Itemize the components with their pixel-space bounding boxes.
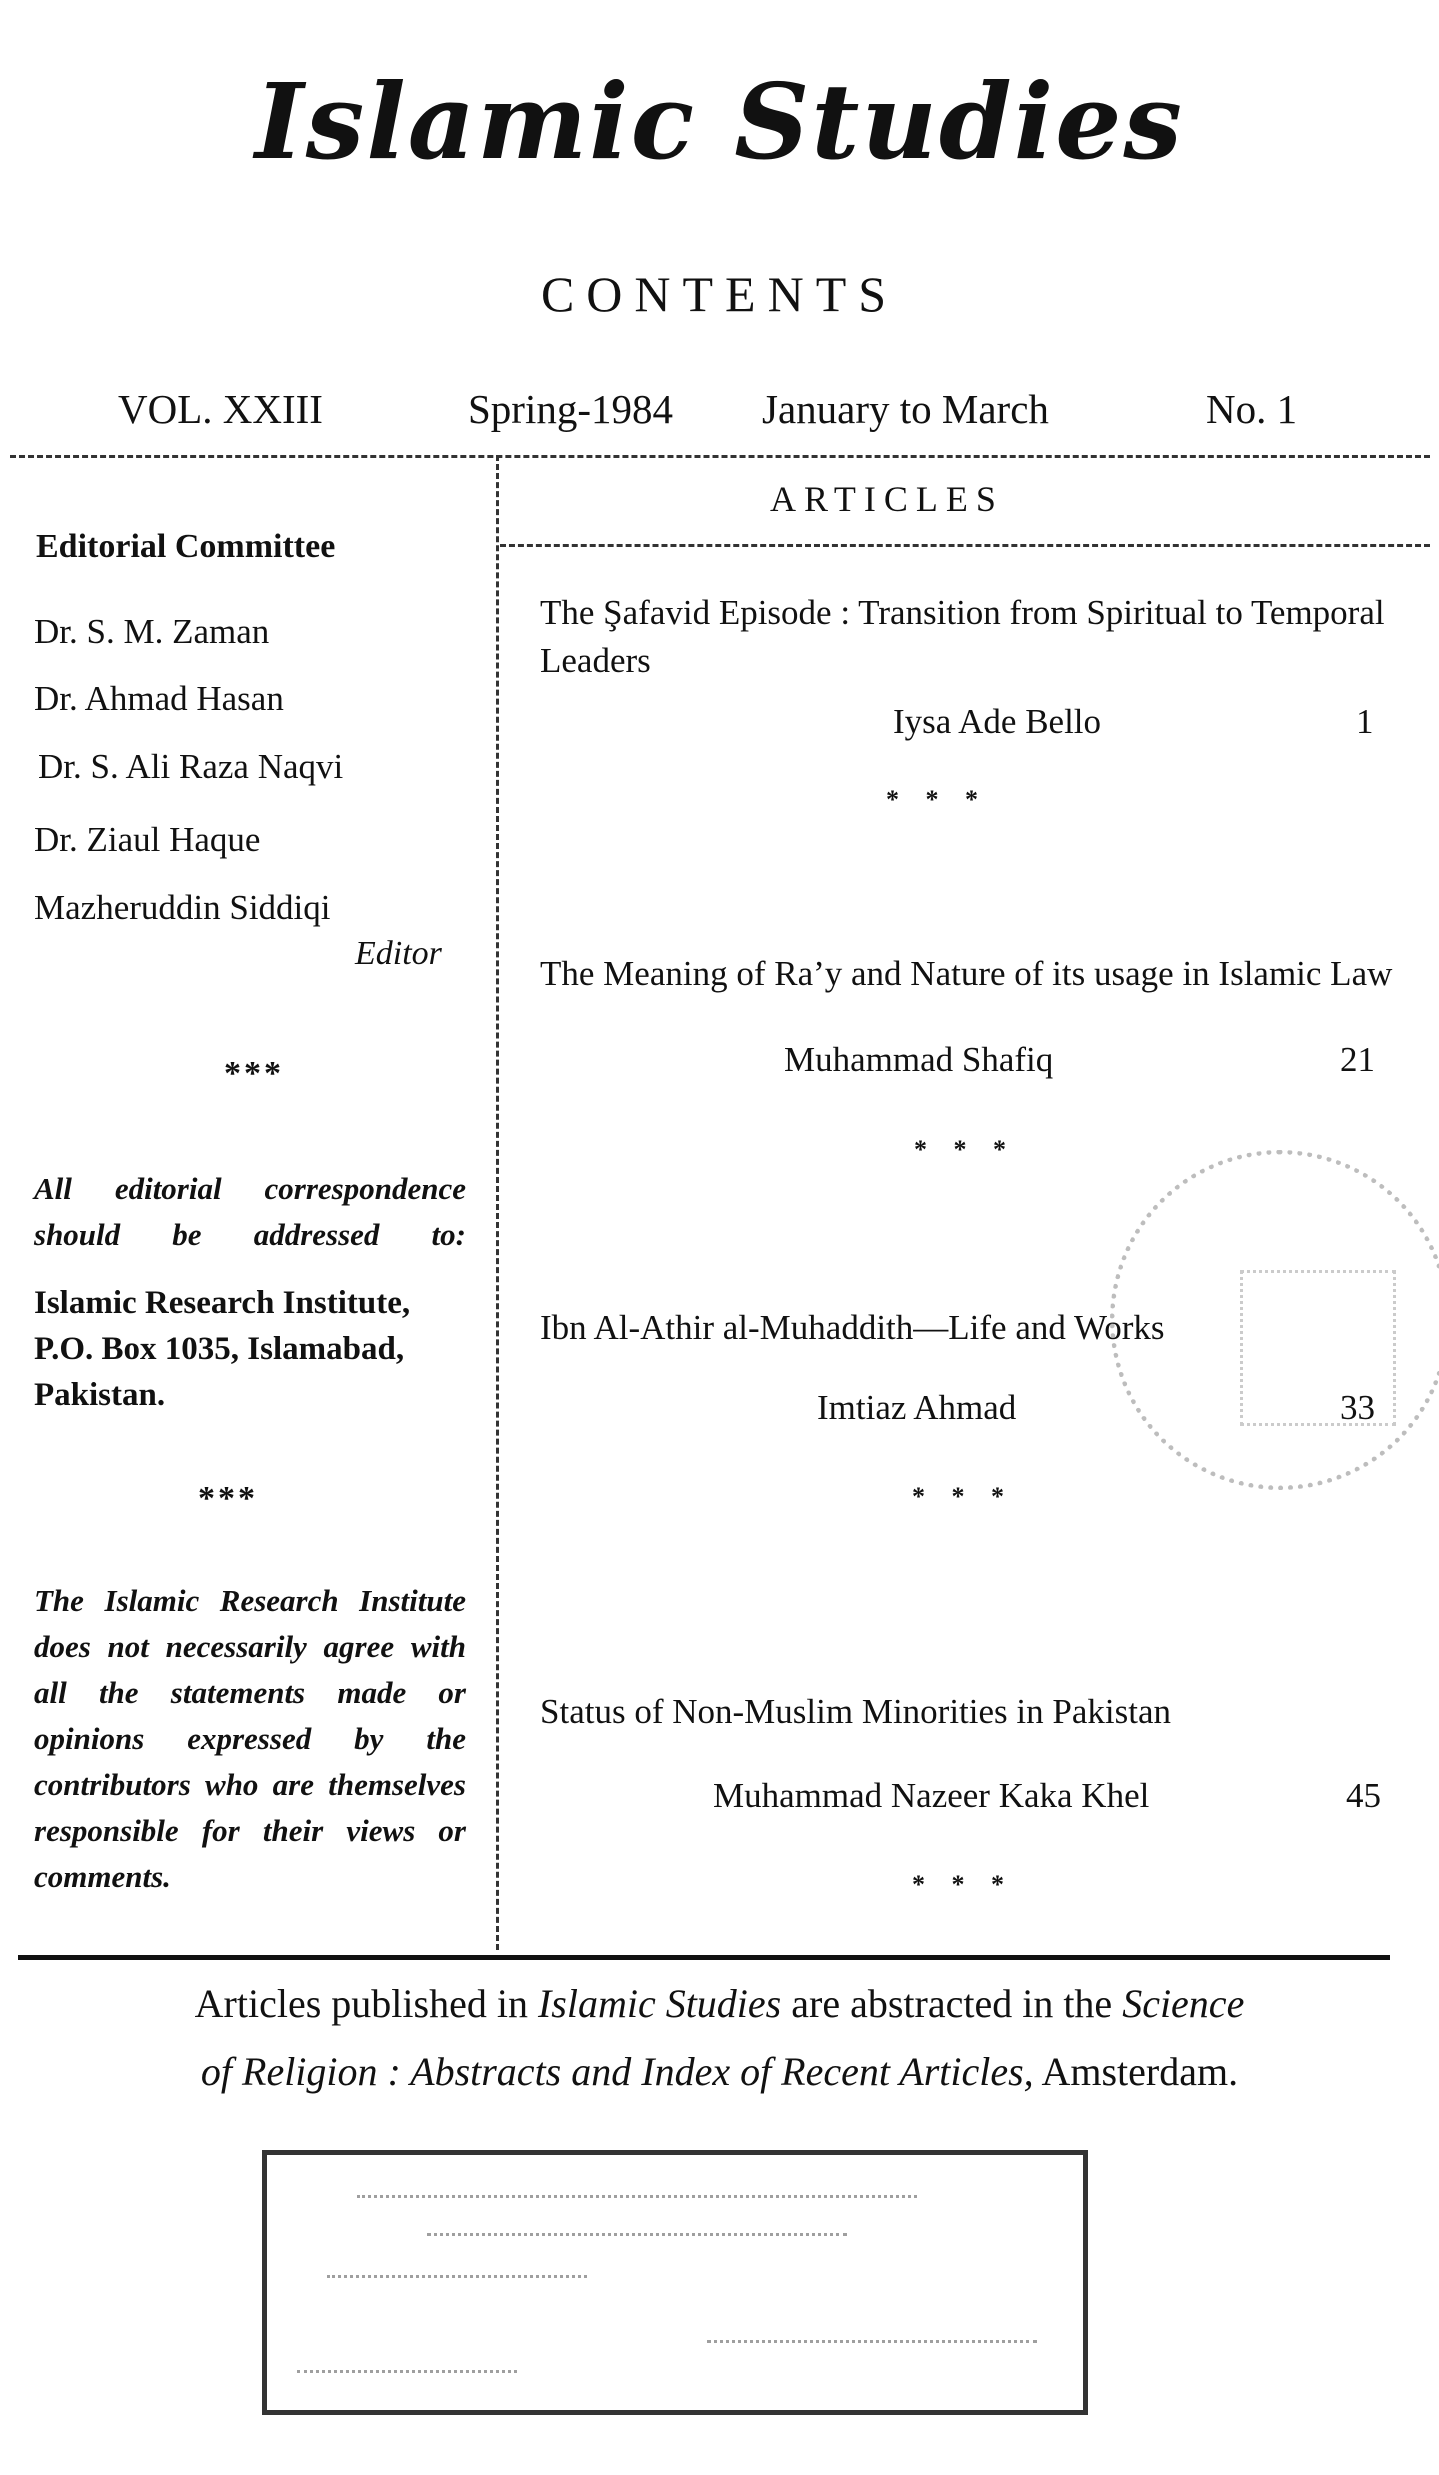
- index-name: of Religion : Abstracts and Index of Recent Articles,: [200, 2049, 1034, 2094]
- article-page: 21: [1340, 1040, 1375, 1079]
- article-title: The Şafavid Episode : Transition from Spiritual to Temporal Leaders: [540, 593, 1385, 680]
- institute-address: Islamic Research Institute, P.O. Box 1035, Islamabad, Pakistan.: [34, 1285, 411, 1413]
- abstracting-note: [0, 1970, 1439, 2106]
- articles-heading: ARTICLES: [770, 479, 1004, 519]
- article-page: 45: [1346, 1776, 1381, 1815]
- committee-member: Dr. Ahmad Hasan: [34, 679, 284, 718]
- footer-text: Articles published in: [194, 1981, 538, 2026]
- committee-member: Dr. Ziaul Haque: [34, 820, 261, 859]
- contents-heading: CONTENTS: [540, 266, 899, 322]
- editorial-committee-heading: Editorial Committee: [36, 528, 336, 565]
- article-page: 33: [1340, 1388, 1375, 1427]
- article-separator: * * *: [914, 1135, 1016, 1164]
- header-divider: [10, 455, 1430, 458]
- article-author: Imtiaz Ahmad: [817, 1388, 1017, 1427]
- committee-member: Dr. S. M. Zaman: [34, 612, 270, 651]
- issue-number: No. 1: [1206, 386, 1298, 432]
- journal-name: Islamic Studies: [537, 1981, 782, 2026]
- months-label: January to March: [762, 386, 1049, 432]
- article-author: Iysa Ade Bello: [893, 702, 1102, 741]
- disclaimer-note: The Islamic Research Institute does not necessarily agree with all the statements made or opinions expressed by the contributors who are themselves responsible for their views or comments.: [34, 1583, 466, 1894]
- article-title: Ibn Al-Athir al-Muhaddith—Life and Works: [540, 1308, 1165, 1347]
- article-title: The Meaning of Ra’y and Nature of its usage in Islamic Law: [540, 954, 1393, 993]
- committee-member: Dr. S. Ali Raza Naqvi: [38, 747, 344, 786]
- editor-role: Editor: [355, 935, 442, 972]
- articles-divider: [500, 544, 1430, 547]
- article-page: 1: [1356, 702, 1374, 741]
- article-separator: * * *: [912, 1482, 1014, 1511]
- footer-text: are abstracted in the: [781, 1981, 1123, 2026]
- journal-title: Islamic Studies: [255, 60, 1184, 183]
- footer-rule: [18, 1955, 1390, 1960]
- library-stamp-inner: [1240, 1270, 1396, 1426]
- committee-member: Mazheruddin Siddiqi: [34, 888, 331, 927]
- article-author: Muhammad Nazeer Kaka Khel: [713, 1776, 1150, 1815]
- article-separator: * * *: [886, 785, 988, 814]
- season-label: Spring-1984: [468, 386, 673, 432]
- article-separator: * * *: [912, 1870, 1014, 1899]
- correspondence-note: All editorial correspondence should be addressed to:: [34, 1171, 466, 1252]
- article-author: Muhammad Shafiq: [784, 1040, 1054, 1079]
- separator-stars: ***: [224, 1055, 284, 1092]
- library-accession-stamp: [262, 2150, 1088, 2415]
- separator-stars: ***: [198, 1480, 258, 1517]
- article-title: Status of Non-Muslim Minorities in Pakistan: [540, 1692, 1171, 1731]
- footer-text: Amsterdam.: [1033, 2049, 1239, 2094]
- volume-label: VOL. XXIII: [118, 386, 323, 432]
- column-divider: [496, 455, 499, 1950]
- index-name: Science: [1122, 1981, 1245, 2026]
